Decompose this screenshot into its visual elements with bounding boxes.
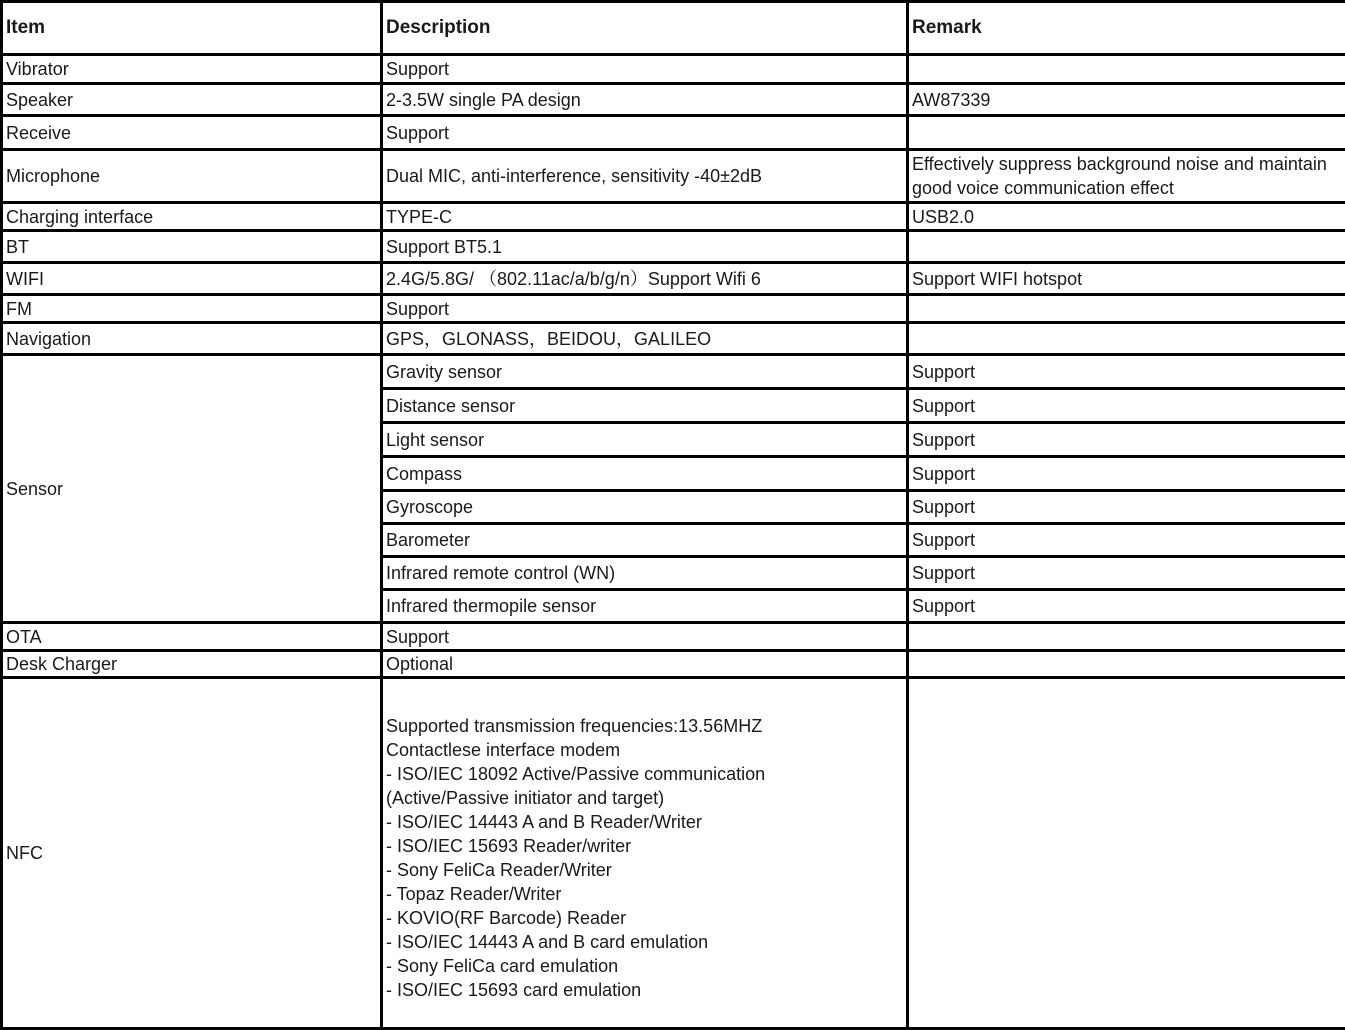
description-cell: Support	[382, 623, 908, 651]
description-cell: 2.4G/5.8G/ （802.11ac/a/b/g/n）Support Wifi 6	[382, 263, 908, 295]
item-cell: Desk Charger	[2, 651, 382, 678]
description-cell: Compass	[382, 457, 908, 491]
remark-cell	[908, 150, 1345, 203]
remark-cell	[908, 323, 1345, 355]
nfc-line: (Active/Passive initiator and target)	[386, 788, 665, 808]
description-cell: Gravity sensor	[382, 355, 908, 389]
item-cell: FM	[2, 295, 382, 323]
description-cell: Support	[382, 55, 908, 84]
description-cell: Dual MIC, anti-interference, sensitivity -40±2dB	[382, 150, 908, 203]
remark-cell	[908, 116, 1345, 150]
header-row	[2, 2, 1345, 55]
table-row	[2, 651, 1345, 678]
table-row	[2, 55, 1345, 84]
description-cell: Light sensor	[382, 423, 908, 457]
description-cell: Support	[382, 116, 908, 150]
nfc-remark-cell	[908, 678, 1345, 1029]
description-cell: 2-3.5W single PA design	[382, 84, 908, 116]
header-remark: Remark	[908, 2, 1345, 55]
nfc-line: - Topaz Reader/Writer	[386, 884, 562, 904]
table-row	[2, 355, 1345, 389]
remark-cell	[908, 651, 1345, 678]
table-row	[2, 231, 1345, 263]
table-row	[2, 678, 1345, 1029]
description-cell: Optional	[382, 651, 908, 678]
description-cell: GPS，GLONASS，BEIDOU，GALILEO	[382, 323, 908, 355]
header-description: Description	[382, 2, 908, 55]
item-cell: Navigation	[2, 323, 382, 355]
remark-cell: Support	[908, 423, 1345, 457]
item-cell: Microphone	[2, 150, 382, 203]
description-cell: Infrared thermopile sensor	[382, 590, 908, 623]
item-cell: Receive	[2, 116, 382, 150]
remark-cell: Support	[908, 590, 1345, 623]
remark-cell	[908, 55, 1345, 84]
sensor-item-cell: Sensor	[2, 355, 382, 623]
item-cell: WIFI	[2, 263, 382, 295]
table-row	[2, 203, 1345, 231]
table-row	[2, 623, 1345, 651]
table-row	[2, 295, 1345, 323]
nfc-line: - Sony FeliCa card emulation	[386, 956, 619, 976]
nfc-line: Contactlese interface modem	[386, 740, 621, 760]
remark-cell: Support	[908, 355, 1345, 389]
item-cell: OTA	[2, 623, 382, 651]
remark-cell: Support	[908, 491, 1345, 524]
table-row	[2, 150, 1345, 203]
description-cell: Support	[382, 295, 908, 323]
item-cell: Charging interface	[2, 203, 382, 231]
nfc-line: - ISO/IEC 14443 A and B card emulation	[386, 932, 709, 952]
remark-cell: Support	[908, 524, 1345, 557]
nfc-line: - Sony FeliCa Reader/Writer	[386, 860, 612, 880]
nfc-line: - ISO/IEC 15693 card emulation	[386, 980, 642, 1000]
remark-text: Effectively suppress background noise and maintain good voice communication effect	[912, 154, 1327, 198]
nfc-line: - ISO/IEC 15693 Reader/writer	[386, 836, 632, 856]
nfc-line: Supported transmission frequencies:13.56MHZ	[386, 716, 763, 736]
description-cell: Gyroscope	[382, 491, 908, 524]
remark-cell: AW87339	[908, 84, 1345, 116]
table-row	[2, 263, 1345, 295]
table-row	[2, 323, 1345, 355]
description-cell: Barometer	[382, 524, 908, 557]
remark-cell: Support WIFI hotspot	[908, 263, 1345, 295]
remark-cell: Support	[908, 389, 1345, 423]
table-row	[2, 116, 1345, 150]
item-cell: BT	[2, 231, 382, 263]
remark-cell	[908, 623, 1345, 651]
nfc-description-cell	[382, 678, 908, 1029]
nfc-line: - ISO/IEC 18092 Active/Passive communication	[386, 764, 766, 784]
remark-cell	[908, 231, 1345, 263]
remark-cell: Support	[908, 557, 1345, 590]
remark-cell	[908, 295, 1345, 323]
description-cell: Infrared remote control (WN)	[382, 557, 908, 590]
table-row	[2, 84, 1345, 116]
nfc-item-cell: NFC	[2, 678, 382, 1029]
remark-cell: USB2.0	[908, 203, 1345, 231]
description-cell: TYPE-C	[382, 203, 908, 231]
remark-cell: Support	[908, 457, 1345, 491]
nfc-line: - KOVIO(RF Barcode) Reader	[386, 908, 627, 928]
item-cell: Speaker	[2, 84, 382, 116]
nfc-line: - ISO/IEC 14443 A and B Reader/Writer	[386, 812, 702, 832]
description-cell: Support BT5.1	[382, 231, 908, 263]
description-cell: Distance sensor	[382, 389, 908, 423]
header-item: Item	[2, 2, 382, 55]
item-cell: Vibrator	[2, 55, 382, 84]
